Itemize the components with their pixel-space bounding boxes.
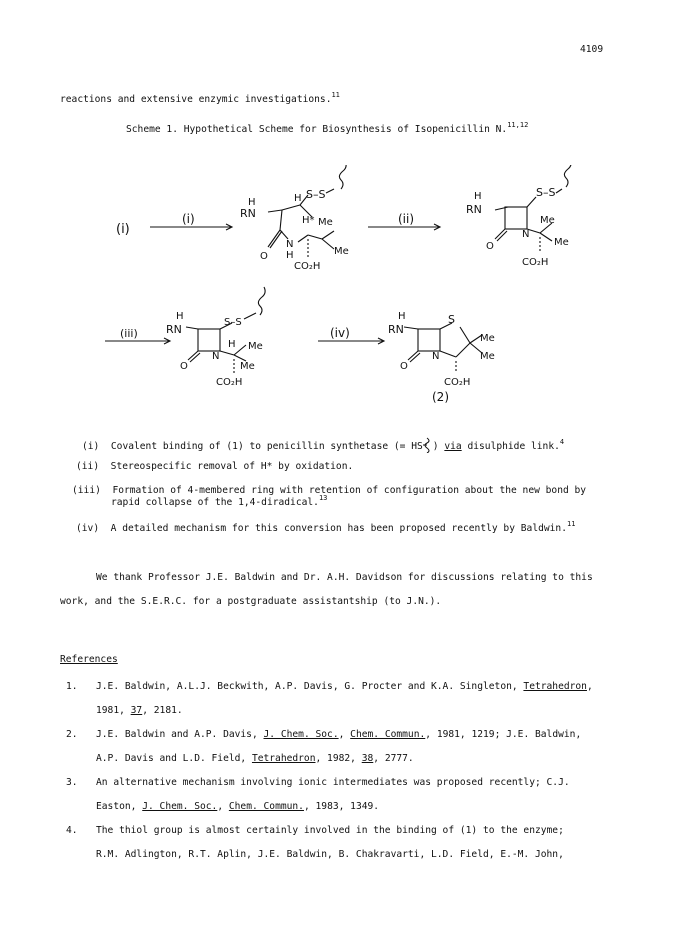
svg-text:O: O	[486, 241, 494, 252]
ref-3-line-1: An alternative mechanism involving ionic intermediates was proposed recently; C.J.	[96, 777, 570, 788]
step-label-iii: (iii)	[120, 327, 138, 340]
ref-2-number: 2.	[66, 729, 78, 740]
ref-3-number: 3.	[66, 777, 78, 788]
svg-text:Me: Me	[480, 351, 495, 362]
svg-text:CO₂H: CO₂H	[294, 261, 321, 272]
svg-text:CO₂H: CO₂H	[444, 377, 471, 388]
svg-text:O: O	[180, 361, 188, 372]
enzyme-squiggle-icon	[423, 437, 433, 453]
svg-text:H: H	[286, 250, 294, 261]
svg-text:Me: Me	[318, 217, 333, 228]
svg-text:Me: Me	[334, 246, 349, 257]
acknowledgement-line-1: We thank Professor J.E. Baldwin and Dr. A.H. Davidson for discussions relating to this	[96, 572, 593, 583]
step-label-iv: (iv)	[330, 326, 350, 340]
svg-text:N: N	[432, 351, 440, 362]
svg-text:Me: Me	[248, 341, 263, 352]
svg-text:H: H	[398, 311, 406, 322]
intro-line: reactions and extensive enzymic investigations.$^{11}$	[60, 91, 340, 105]
page-number: 4109	[580, 44, 604, 55]
step-label-ii: (ii)	[398, 212, 415, 226]
svg-text:Me: Me	[240, 361, 255, 372]
svg-text:H*: H*	[302, 215, 315, 226]
ref-3-line-2: Easton, J. Chem. Soc., Chem. Commun., 1983, 1349.	[96, 801, 380, 812]
ref-4-line-2: R.M. Adlington, R.T. Aplin, J.E. Baldwin, B. Chakravarti, L.D. Field, E.-M. John,	[96, 849, 564, 860]
svg-text:S–S: S–S	[536, 186, 556, 199]
svg-text:CO₂H: CO₂H	[216, 377, 243, 388]
svg-text:O: O	[260, 251, 268, 262]
ref-2-line-1: J.E. Baldwin and A.P. Davis, J. Chem. Soc., Chem. Commun., 1981, 1219; J.E. Baldwin,	[96, 729, 582, 740]
svg-text:S–S: S–S	[224, 317, 242, 328]
svg-text:H: H	[474, 191, 482, 202]
svg-text:O: O	[400, 361, 408, 372]
ref-1-line-2: 1981, 37, 2181.	[96, 705, 183, 716]
svg-text:H: H	[228, 339, 236, 350]
svg-text:H: H	[176, 311, 184, 322]
note-iii-cont: rapid collapse of the 1,4-diradical.$^{13}$	[111, 494, 328, 508]
svg-text:Me: Me	[480, 333, 495, 344]
svg-text:Me: Me	[540, 215, 555, 226]
step-label-i: (i)	[182, 212, 195, 226]
note-iii: (iii) Formation of 4-membered ring with retention of configuration about the new bond by	[72, 485, 587, 496]
compound-label-2: (2)	[432, 390, 449, 404]
svg-text:CO₂H: CO₂H	[522, 257, 549, 268]
svg-text:N: N	[286, 239, 294, 250]
reaction-scheme	[0, 165, 680, 415]
svg-text:RN: RN	[240, 207, 256, 220]
references-heading: References	[60, 654, 118, 665]
svg-text:Me: Me	[554, 237, 569, 248]
svg-text:N: N	[212, 351, 220, 362]
svg-text:RN: RN	[166, 323, 182, 336]
svg-text:H: H	[248, 197, 256, 208]
note-iv: (iv) A detailed mechanism for this conversion has been proposed recently by Baldwin.$^{11}$	[76, 520, 576, 534]
ref-4-line-1: The thiol group is almost certainly involved in the binding of (1) to the enzyme;	[96, 825, 564, 836]
ref-2-line-2: A.P. Davis and L.D. Field, Tetrahedron, 1982, 38, 2777.	[96, 753, 414, 764]
acknowledgement-line-2: work, and the S.E.R.C. for a postgraduate assistantship (to J.N.).	[60, 596, 442, 607]
svg-text:N: N	[522, 229, 530, 240]
note-ii: (ii) Stereospecific removal of H* by oxidation.	[76, 461, 354, 472]
svg-text:S: S	[448, 313, 455, 326]
svg-text:RN: RN	[388, 323, 404, 336]
ref-4-number: 4.	[66, 825, 78, 836]
svg-text:RN: RN	[466, 203, 482, 216]
start-label: (i)	[116, 222, 130, 237]
svg-text:H: H	[294, 193, 302, 204]
scheme-caption: Scheme 1. Hypothetical Scheme for Biosynthesis of Isopenicillin N.$^{11,12}$	[126, 121, 529, 135]
note-i: (i) Covalent binding of (1) to penicillin synthetase (= HS ) via disulphide link.$^4$	[82, 438, 565, 452]
svg-text:S–S: S–S	[306, 188, 326, 201]
ref-1-line-1: J.E. Baldwin, A.L.J. Beckwith, A.P. Davis, G. Procter and K.A. Singleton, Tetrahedron,	[96, 681, 593, 692]
ref-1-number: 1.	[66, 681, 78, 692]
